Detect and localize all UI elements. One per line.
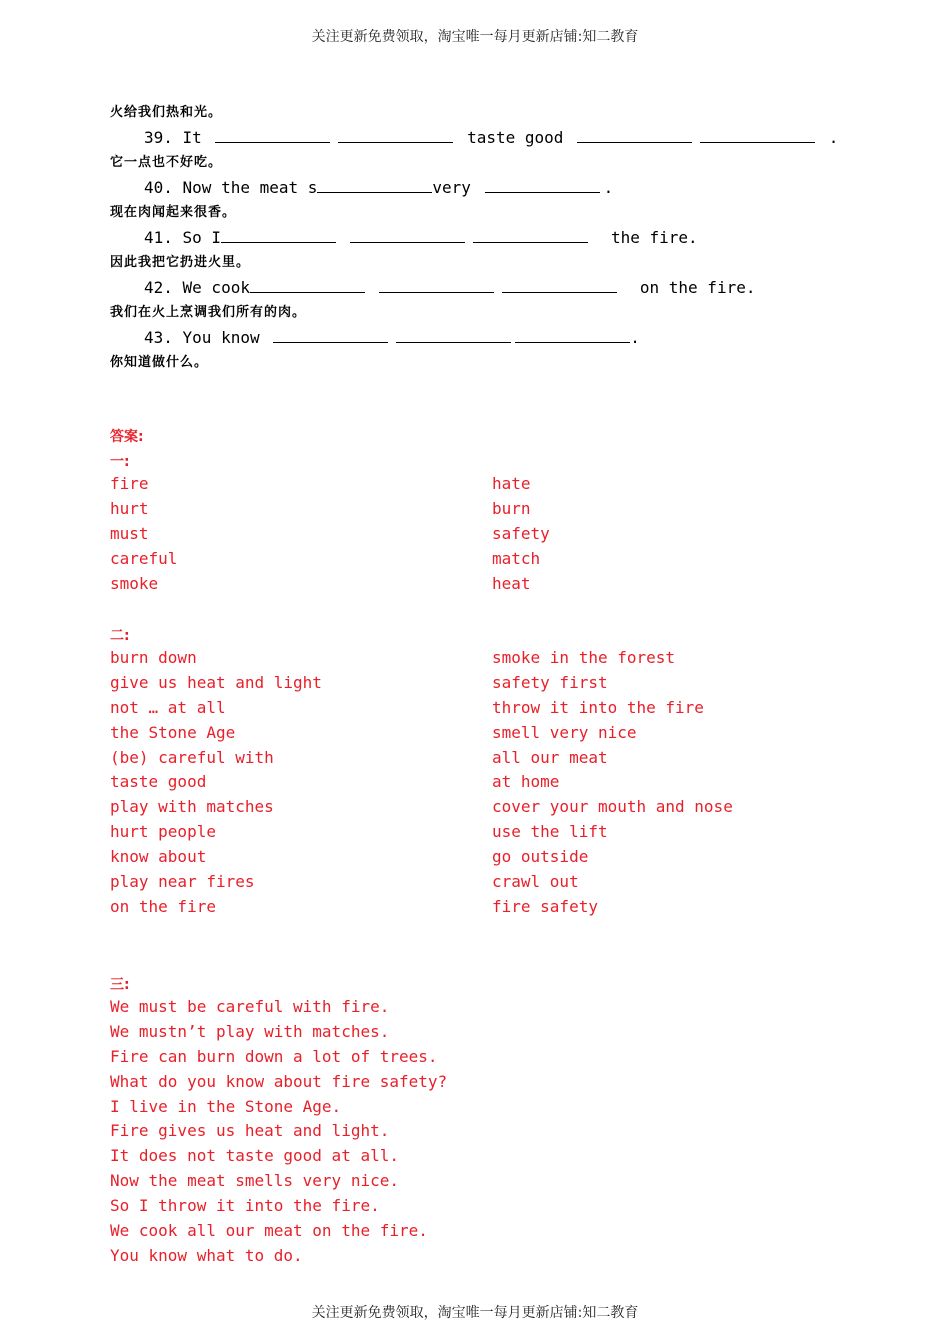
blank[interactable] (215, 126, 330, 143)
section2-label: 二: (110, 628, 130, 644)
answer-sentence: What do you know about fire safety? (110, 1071, 448, 1091)
blank[interactable] (338, 126, 453, 143)
section2-left-column (110, 646, 322, 920)
q41-translation: 因此我把它扔进火里。 (110, 255, 251, 270)
answer-item: taste good (110, 772, 207, 792)
question-41 (110, 225, 870, 250)
answer-item: know about (110, 847, 207, 867)
q39-start: 39. It (144, 128, 202, 147)
answer-item: (be) careful with (110, 747, 274, 767)
answer-item: give us heat and light (110, 672, 322, 692)
answer-item: all our meat (492, 747, 608, 767)
q42-start: 42. We cook (144, 278, 250, 297)
q40-start: 40. Now the meat s (144, 178, 318, 197)
answer-sentence: Fire gives us heat and light. (110, 1121, 390, 1141)
answer-item: go outside (492, 847, 589, 867)
blank[interactable] (350, 226, 465, 243)
answer-item: must (110, 523, 149, 543)
page-footer: 关注更新免费领取，淘宝唯一每月更新店铺:知二教育 (311, 1305, 639, 1321)
blank[interactable] (250, 276, 365, 293)
blank[interactable] (221, 226, 336, 243)
blank[interactable] (273, 326, 388, 343)
section3-label: 三: (110, 977, 130, 993)
q39-translation: 它一点也不好吃。 (110, 155, 223, 170)
q43-start: 43. You know (144, 328, 260, 347)
q40-mid: very (432, 178, 471, 197)
q40-end: . (603, 178, 614, 197)
question-block (110, 100, 870, 375)
answer-item: smell very nice (492, 722, 637, 742)
q39-end: . (828, 128, 839, 147)
page-header: 关注更新免费领取，淘宝唯一每月更新店铺:知二教育 (311, 29, 639, 45)
answer-item: burn down (110, 648, 197, 667)
question-39 (110, 125, 870, 150)
blank[interactable] (502, 276, 617, 293)
answer-sentence: We cook all our meat on the fire. (110, 1221, 428, 1241)
question-43 (110, 325, 870, 350)
answer-item: at home (492, 772, 560, 792)
q42-end: on the fire. (639, 278, 756, 297)
answer-item: hurt people (110, 822, 216, 842)
answer-item: use the lift (492, 822, 608, 842)
answer-item: burn (492, 498, 531, 518)
q41-end: the fire. (610, 228, 698, 247)
section1-right-column (492, 472, 550, 596)
answer-sentence: We mustn’t play with matches. (110, 1021, 390, 1041)
answer-item: careful (110, 548, 178, 568)
q41-start: 41. So I (144, 228, 222, 247)
blank[interactable] (473, 226, 588, 243)
answer-item: match (492, 548, 541, 568)
q43-end: . (630, 328, 640, 347)
answer-item: not … at all (110, 697, 226, 717)
answer-item: crawl out (492, 872, 579, 892)
answer-sentence: You know what to do. (110, 1245, 303, 1265)
blank[interactable] (700, 126, 815, 143)
answers-title: 答案: (110, 429, 144, 445)
answer-sentence: It does not taste good at all. (110, 1146, 399, 1166)
blank[interactable] (379, 276, 494, 293)
q39-mid: taste good (467, 128, 564, 147)
answer-sentence: So I throw it into the fire. (110, 1196, 380, 1216)
answer-sentence: I live in the Stone Age. (110, 1096, 342, 1116)
answer-sentence: Now the meat smells very nice. (110, 1171, 399, 1191)
blank[interactable] (577, 126, 692, 143)
section3-sentences (110, 995, 447, 1269)
blank[interactable] (317, 176, 432, 193)
answer-sentence: We must be careful with fire. (110, 997, 390, 1016)
answer-item: heat (492, 573, 531, 593)
section1-label: 一: (110, 454, 130, 470)
answer-item: play near fires (110, 872, 255, 892)
answer-item: hurt (110, 498, 149, 518)
prev-translation: 火给我们热和光。 (110, 105, 223, 120)
answer-item: fire safety (492, 896, 598, 916)
question-40 (110, 175, 870, 200)
answer-item: play with matches (110, 797, 274, 817)
answer-item: the Stone Age (110, 722, 236, 742)
question-42 (110, 275, 870, 300)
q40-translation: 现在肉闻起来很香。 (110, 205, 237, 220)
answer-item: smoke (110, 573, 159, 593)
section2-right-column (492, 646, 733, 920)
answer-item: fire (110, 474, 149, 493)
blank[interactable] (396, 326, 511, 343)
answer-item: safety (492, 523, 550, 543)
q42-translation: 我们在火上烹调我们所有的肉。 (110, 305, 307, 320)
blank[interactable] (515, 326, 630, 343)
answer-item: on the fire (110, 896, 216, 916)
answer-item: throw it into the fire (492, 697, 704, 717)
blank[interactable] (485, 176, 600, 193)
answer-sentence: Fire can burn down a lot of trees. (110, 1046, 438, 1066)
answer-item: smoke in the forest (492, 648, 676, 667)
q43-translation: 你知道做什么。 (110, 355, 209, 370)
section1-left-column (110, 472, 177, 596)
answer-item: safety first (492, 672, 608, 692)
answer-item: hate (492, 474, 531, 493)
answer-item: cover your mouth and nose (492, 797, 733, 817)
